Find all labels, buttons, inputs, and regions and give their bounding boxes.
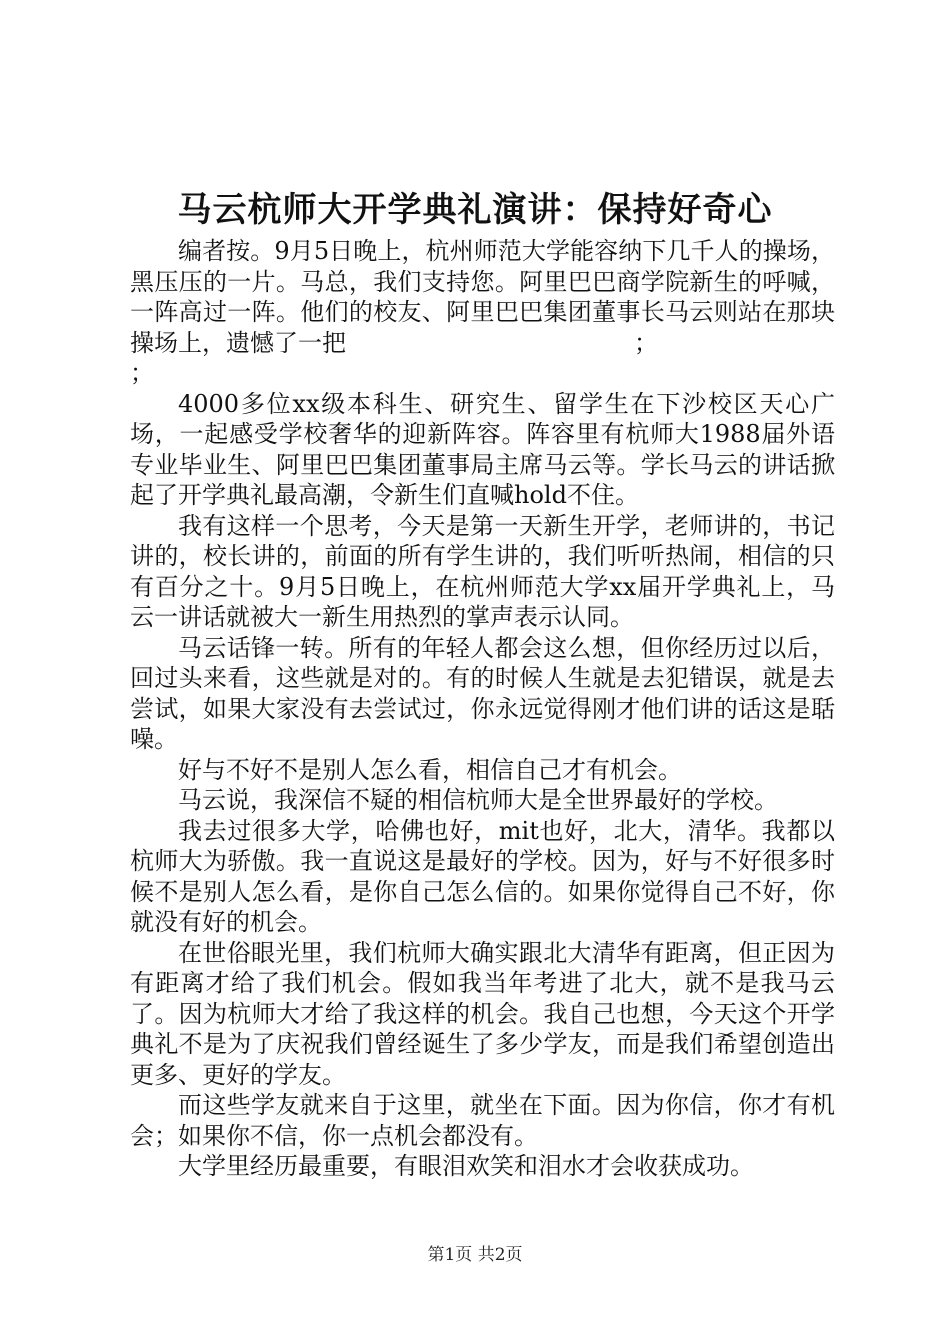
paragraph-best-school: 马云说，我深信不疑的相信杭师大是全世界最好的学校。 — [178, 786, 778, 814]
page-footer: 第1页 共2页 — [427, 1245, 523, 1265]
paragraph-turn: 马云话锋一转。所有的年轻人都会这么想，但你经历过以后，回过头来看，这些就是对的。有的时候人生就是去犯错误，就是去尝试，如果大家没有去尝试过，你永远觉得刚才他们讲的话这是聒噪。 — [130, 633, 835, 753]
document-title: 马云杭师大开学典礼演讲：保持好奇心 — [177, 190, 773, 230]
paragraph-opportunity: 而这些学友就来自于这里，就坐在下面。因为你信，你才有机会；如果你不信，你一点机会都没有。 — [130, 1091, 835, 1150]
paragraph-thinking: 我有这样一个思考，今天是第一天新生开学，老师讲的，书记讲的，校长讲的，前面的所有学生讲的，我们听听热闹，相信的只有百分之十。9月5日晚上，在杭州师范大学xx届开学典礼上，马云一讲话就被大一新生用热烈的掌声表示认同。 — [130, 511, 835, 631]
document-body — [130, 236, 835, 1182]
paragraph-experience: 大学里经历最重要，有眼泪欢笑和泪水才会收获成功。 — [178, 1152, 754, 1180]
paragraph-semicolon: ； — [130, 359, 154, 387]
paragraph-distance: 在世俗眼光里，我们杭师大确实跟北大清华有距离，但正因为有距离才给了我们机会。假如我当年考进了北大，就不是我马云了。因为杭师大才给了我这样的机会。我自己也想，今天这个开学典礼不是为了庆祝我们曾经诞生了多少学友，而是我们希望创造出更多、更好的学友。 — [130, 938, 835, 1089]
paragraph-believe: 好与不好不是别人怎么看，相信自己才有机会。 — [178, 755, 682, 784]
paragraph-universities: 我去过很多大学，哈佛也好，mit也好，北大，清华。我都以杭师大为骄傲。我一直说这是最好的学校。因为，好与不好很多时候不是别人怎么看，是你自己怎么信的。如果你觉得自己不好，你就没有好的机会。 — [130, 816, 835, 936]
paragraph-editor-note: 编者按。9月5日晚上，杭州师范大学能容纳下几千人的操场，黑压压的一片。马总，我们支持您。阿里巴巴商学院新生的呼喊，一阵高过一阵。他们的校友、阿里巴巴集团董事长马云则站在那块操场上，遗憾了一把 ； — [130, 237, 835, 357]
paragraph-welcome: 4000多位xx级本科生、研究生、留学生在下沙校区天心广场，一起感受学校奢华的迎新阵容。阵容里有杭师大1988届外语专业毕业生、阿里巴巴集团董事局主席马云等。学长马云的讲话掀起了开学典礼最高潮，令新生们直喊hold不住。 — [130, 389, 835, 509]
